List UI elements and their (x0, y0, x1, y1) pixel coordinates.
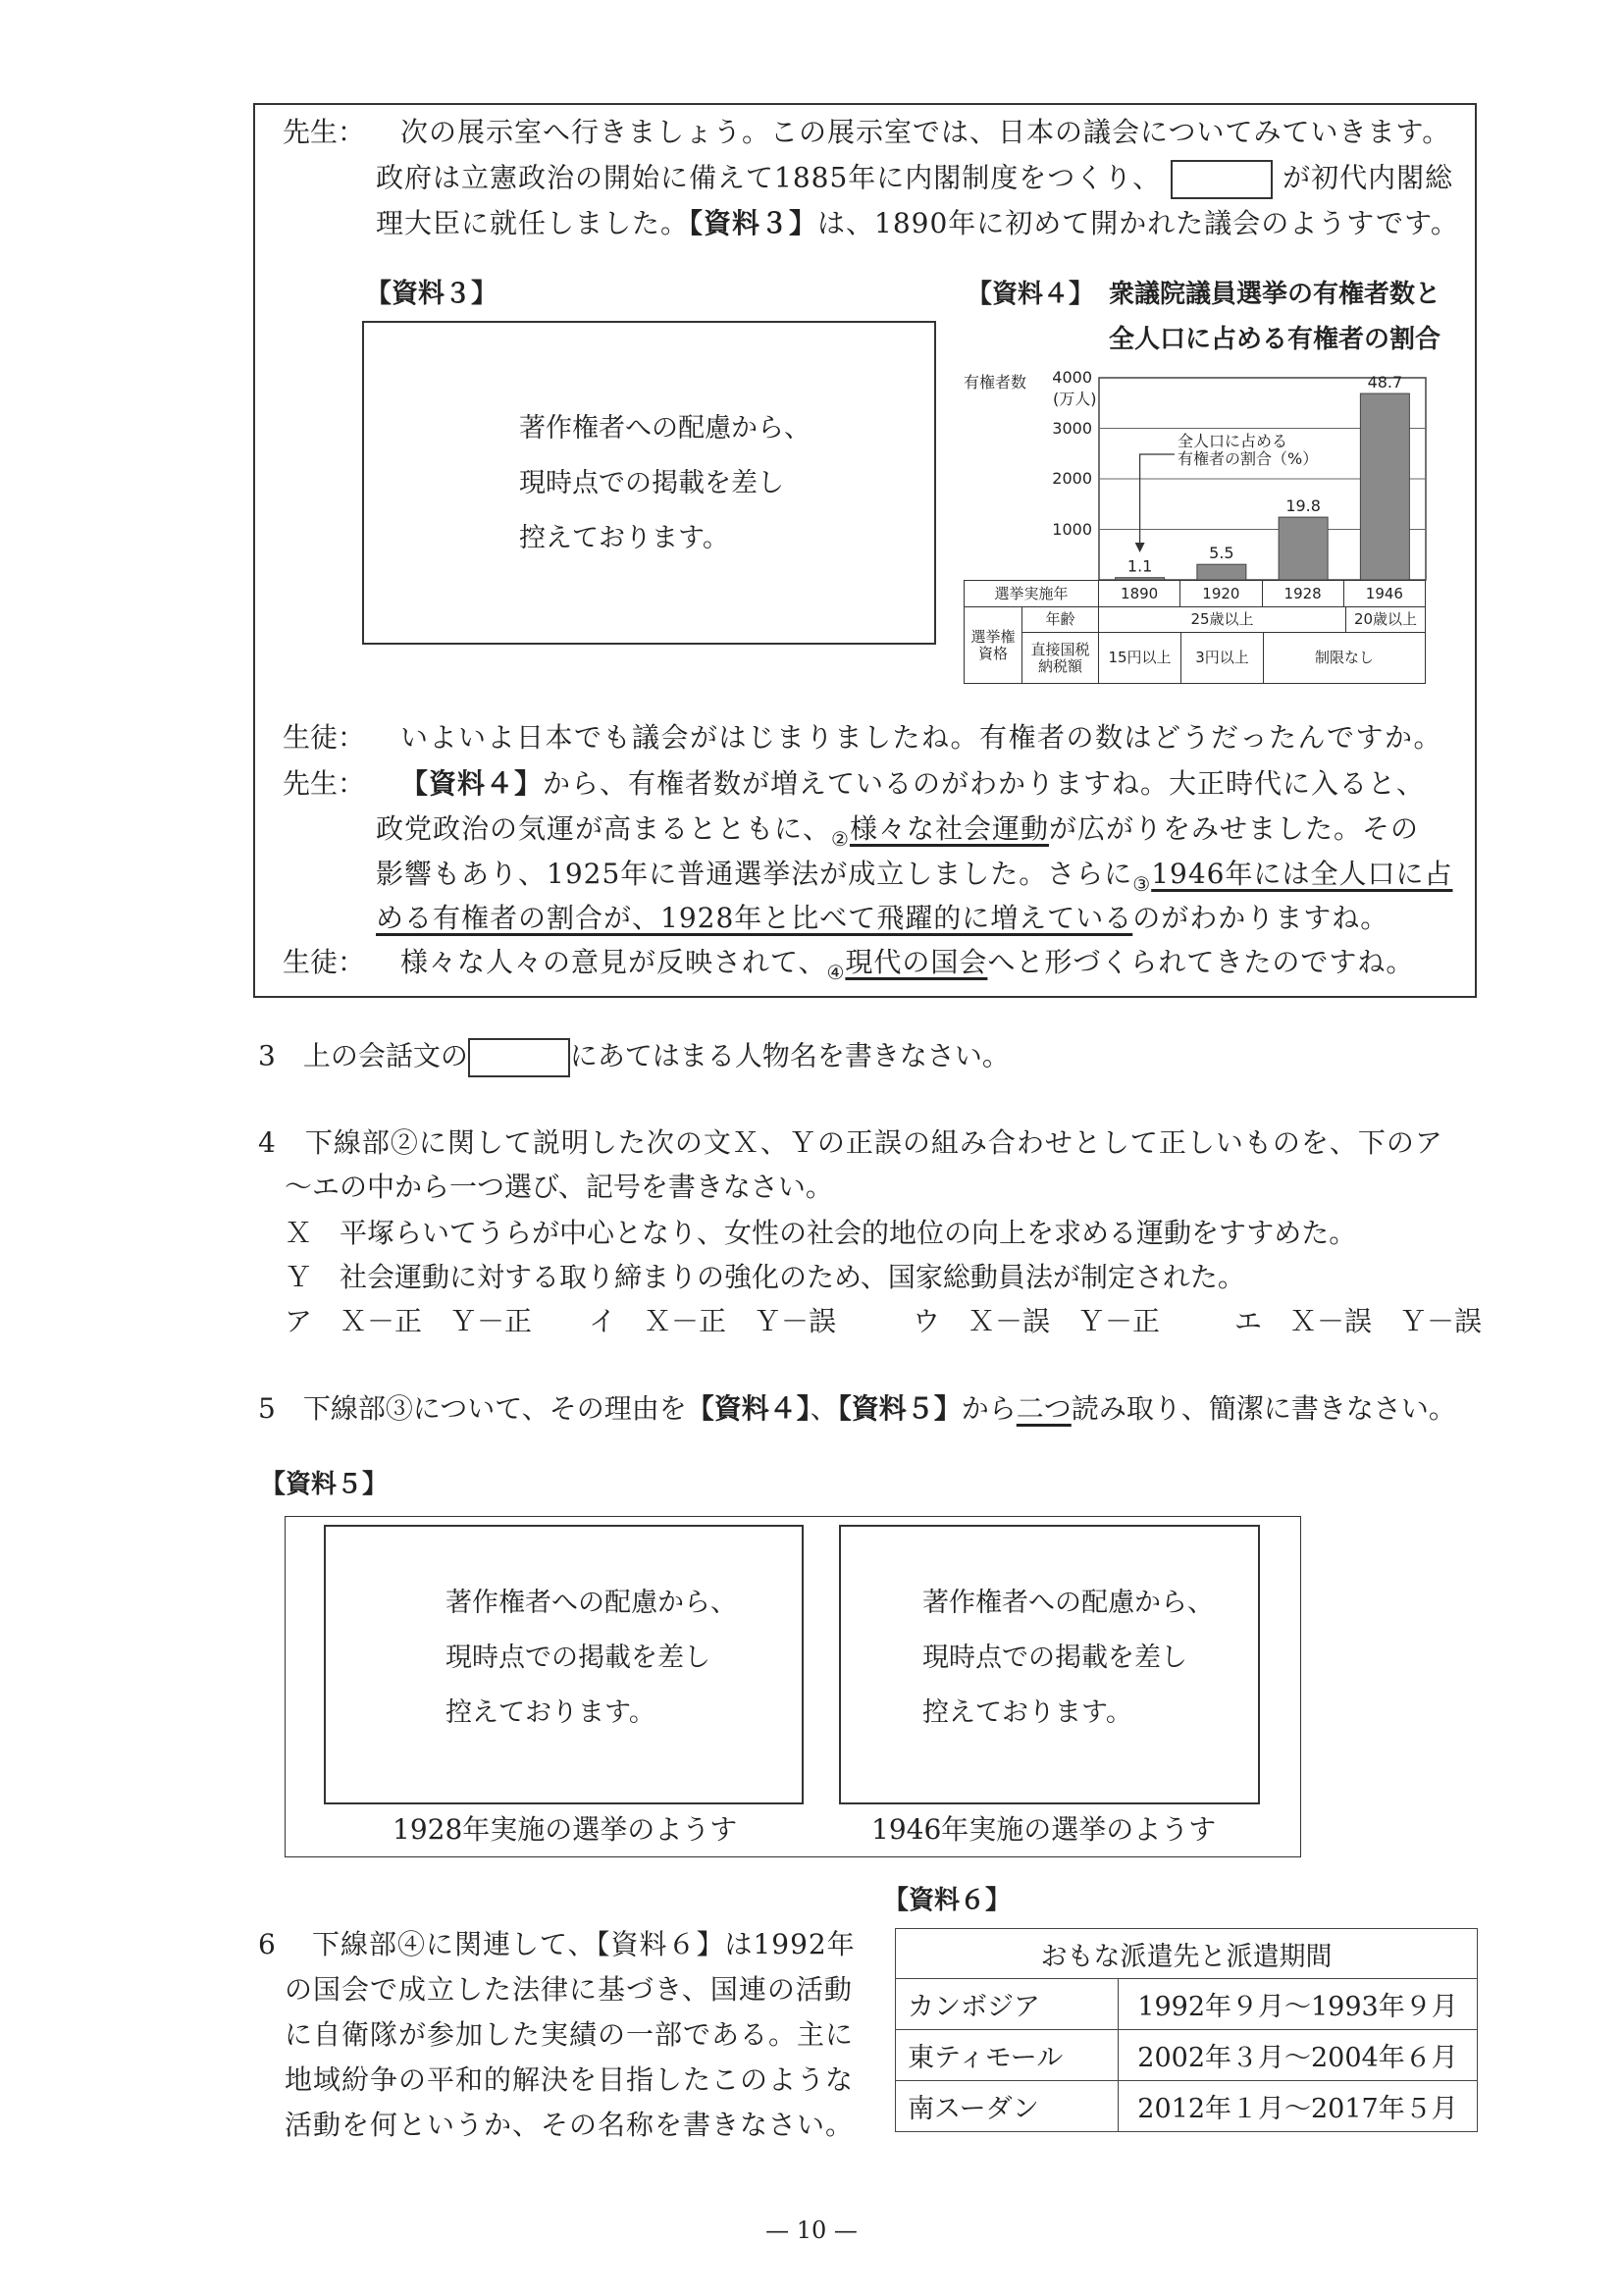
y-tick-label: 3000 (1052, 418, 1092, 438)
placeholder-text: 著作権者への配慮から、 現時点での掲載を差し 控えております。 (519, 413, 811, 553)
underline-2: 様々な社会運動 (849, 812, 1049, 845)
material5-placeholder-1928 (324, 1525, 804, 1804)
placeholder-text: 著作権者への配慮から、 現時点での掲載を差し 控えております。 (922, 1588, 1214, 1728)
year-cell: 1928 (1262, 580, 1344, 607)
speaker-teacher: 先生： (283, 767, 366, 800)
period-cell: 2002年３月～2004年６月 (1118, 2029, 1478, 2081)
data-label: 19.8 (1285, 496, 1321, 516)
material4-label: 【資料４】 (967, 280, 1095, 309)
question-6: の国会で成立した法律に基づき、国連の活動 (285, 1973, 853, 2006)
question-3: 3 上の会話文の にあてはまる人物名を書きなさい。 (258, 1038, 1010, 1077)
dialogue-line: 政党政治の気運が高まるとともに、$_②$様々な社会運動が広がりをみせました。その (376, 812, 1419, 851)
statement-y: Ｙ 社会運動に対する取り締まりの強化のため、国家総動員法が制定された。 (285, 1261, 1245, 1293)
option-i: イ Ｘ－正 Ｙ－誤 (589, 1305, 837, 1337)
year-cell: 1920 (1179, 580, 1262, 607)
tax-cell: 制限なし (1263, 632, 1426, 684)
chart-title: 全人口に占める有権者の割合 (1109, 325, 1441, 354)
dialogue-line: いよいよ日本でも議会がはじまりましたね。有権者の数はどうだったんですか。 (400, 721, 1443, 754)
dialogue-line: める有権者の割合が、1928年と比べて飛躍的に増えているのがわかりますね。 (376, 902, 1389, 934)
y-tick-label: 4000 (1052, 368, 1092, 387)
dialogue-line: 次の展示室へ行きましょう。この展示室では、日本の議会についてみていきます。 (400, 116, 1451, 148)
speaker-teacher: 先生： (283, 116, 366, 148)
option-u: ウ Ｘ－誤 Ｙ－正 (913, 1305, 1161, 1337)
bar-1928 (1279, 517, 1328, 580)
arrow-head-icon (1135, 543, 1145, 552)
period-cell: 1992年９月～1993年９月 (1118, 1978, 1478, 2030)
y-axis-unit: (万人) (1053, 390, 1097, 408)
caption-1946: 1946年実施の選挙のようす (871, 1813, 1217, 1846)
year-cell: 1946 (1343, 580, 1426, 607)
data-label: 5.5 (1209, 544, 1234, 563)
dialogue-line: 影響もあり、1925年に普通選挙法が成立しました。さらに$_③$1946年には全人口に占 (376, 858, 1453, 896)
material5-label: 【資料５】 (260, 1470, 389, 1499)
table-tax-label: 直接国税納税額 (1021, 632, 1099, 684)
option-e: エ Ｘ－誤 Ｙ－誤 (1234, 1305, 1483, 1337)
annotation-arrow (1140, 454, 1175, 546)
period-cell: 2012年１月～2017年５月 (1118, 2080, 1478, 2132)
y-axis-label: 有権者数 (964, 373, 1027, 391)
underline-3-cont: める有権者の割合が、1928年と比べて飛躍的に増えている (376, 902, 1133, 934)
chart-title: 衆議院議員選挙の有権者数と (1109, 280, 1441, 309)
y-tick-label: 1000 (1052, 519, 1092, 539)
table-header: おもな派遣先と派遣期間 (895, 1928, 1478, 1979)
tax-cell: 15円以上 (1098, 632, 1181, 684)
question-4-cont: ～エの中から一つ選び、記号を書きなさい。 (285, 1171, 833, 1203)
question-5: 5 下線部③について、その理由を【資料４】、【資料５】から二つ読み取り、簡潔に書きなさい。 (258, 1392, 1456, 1425)
speaker-student: 生徒： (283, 721, 366, 754)
material3-label: 【資料３】 (365, 279, 497, 309)
caption-1928: 1928年実施の選挙のようす (393, 1813, 738, 1846)
dialogue-line: 理大臣に就任しました。【資料３】は、1890年に初めて開かれた議会のようすです。 (376, 207, 1459, 239)
country-cell: 南スーダン (895, 2080, 1119, 2132)
chart-annotation: 全人口に占める 有権者の割合（%） (1178, 432, 1319, 468)
underline-4: 現代の国会 (845, 946, 988, 978)
material5-placeholder-1946 (839, 1525, 1260, 1804)
country-cell: カンボジア (895, 1978, 1119, 2030)
question-6: 地域紛争の平和的解決を目指したこのような (285, 2063, 855, 2096)
bar-1920 (1197, 564, 1246, 580)
page-number: — 10 — (765, 2217, 858, 2244)
question-6-num: 6 (258, 1928, 276, 1960)
data-label: 1.1 (1126, 556, 1153, 576)
table-header-year: 選挙実施年 (964, 580, 1099, 607)
dialogue-line: 政府は立憲政治の開始に備えて1885年に内閣制度をつくり、 が初代内閣総 (376, 160, 1453, 199)
age-cell: 20歳以上 (1345, 606, 1426, 633)
placeholder-text: 著作権者への配慮から、 現時点での掲載を差し 控えております。 (445, 1588, 737, 1728)
age-cell: 25歳以上 (1098, 606, 1346, 633)
question-6: 下線部④に関連して、【資料６】は1992年 (312, 1928, 856, 1960)
country-cell: 東ティモール (895, 2029, 1119, 2081)
bar-1946 (1360, 393, 1409, 580)
year-cell: 1890 (1098, 580, 1180, 607)
answer-blank (468, 1038, 570, 1077)
tax-cell: 3円以上 (1180, 632, 1264, 684)
material6-label: 【資料６】 (883, 1886, 1012, 1915)
dialogue-line: 様々な人々の意見が反映されて、$_④$現代の国会へと形づくられてきたのですね。 (400, 946, 1415, 984)
question-6: 活動を何というか、その名称を書きなさい。 (285, 2109, 855, 2141)
option-a: ア Ｘ－正 Ｙ－正 (285, 1305, 533, 1337)
statement-x: Ｘ 平塚らいてうらが中心となり、女性の社会的地位の向上を求める運動をすすめた。 (285, 1217, 1357, 1249)
table-age-label: 年齢 (1021, 606, 1099, 633)
underline-3: 1946年には全人口に占 (1151, 858, 1453, 890)
question-4: 4 下線部②に関して説明した次の文Ｘ、Ｙの正誤の組み合わせとして正しいものを、下のア (258, 1126, 1443, 1159)
data-label: 48.7 (1367, 373, 1403, 392)
speaker-student: 生徒： (283, 946, 366, 978)
y-tick-label: 2000 (1052, 469, 1092, 488)
question-6: に自衛隊が参加した実績の一部である。主に (285, 2018, 855, 2051)
dialogue-line: 【資料４】から、有権者数が増えているのがわかりますね。大正時代に入ると、 (400, 767, 1426, 800)
table-group-label: 選挙権資格 (964, 606, 1022, 684)
